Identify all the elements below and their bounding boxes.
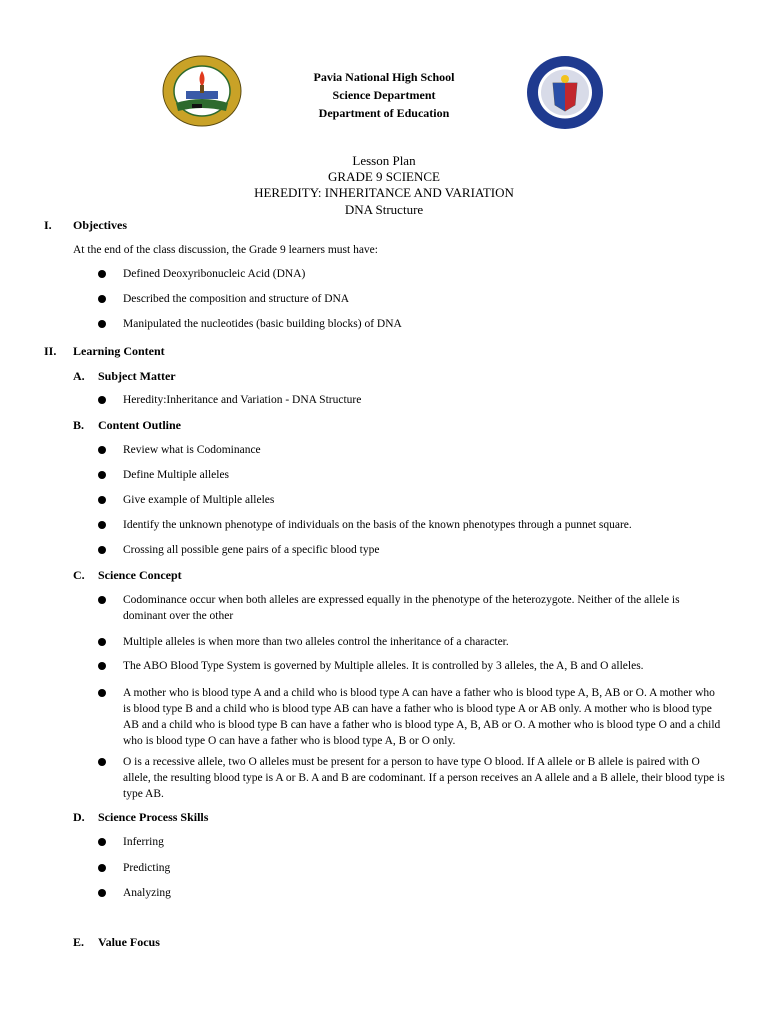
- bullet: [98, 320, 106, 328]
- bullet: [98, 758, 106, 766]
- school-name: Pavia National High School: [313, 70, 455, 84]
- bullet: [98, 546, 106, 554]
- bullet: [98, 446, 106, 454]
- content-outline-heading: Content Outline: [98, 418, 182, 432]
- objective-item: Defined Deoxyribonucleic Acid (DNA): [123, 268, 306, 280]
- concept-item: The ABO Blood Type System is governed by Multiple alleles. It is controlled by 3 alleles, the A, B and O alleles.: [123, 660, 644, 672]
- objectives-heading: Objectives: [73, 218, 127, 232]
- subsection-letter: A.: [73, 369, 85, 383]
- topic-title: DNA Structure: [344, 202, 424, 217]
- bullet: [98, 496, 106, 504]
- outline-item: Define Multiple alleles: [123, 469, 230, 481]
- concept-item: Multiple alleles is when more than two alleles control the inheritance of a character.: [123, 636, 509, 648]
- deped-seal-logo: [526, 55, 604, 130]
- concept-item: A mother who is blood type A and a child who is blood type A can have a father who is blood type A, B, AB or O. A mother who is blood type B and a child who is blood type AB can have a father who is blood type A or AB only. A mother who is blood type AB and a child who is blood type B can have a father who is blood type A, B, AB or O. A mother who is blood type O and a child who is blood type O can have a father who is blood type A, B or O only.: [123, 687, 721, 747]
- process-skills-heading: Science Process Skills: [98, 810, 209, 824]
- agency-name: Department of Education: [318, 106, 450, 120]
- bullet: [98, 689, 106, 697]
- outline-item: Review what is Codominance: [123, 444, 261, 456]
- department-name: Science Department: [332, 88, 436, 102]
- section-number-i: I.: [44, 218, 52, 232]
- bullet: [98, 270, 106, 278]
- subject-matter-heading: Subject Matter: [98, 369, 176, 383]
- outline-item: Give example of Multiple alleles: [123, 494, 275, 506]
- bullet: [98, 638, 106, 646]
- concept-item: Codominance occur when both alleles are expressed equally in the phenotype of the heterozygote. Neither of the allele is dominant over the other: [123, 594, 680, 622]
- bullet: [98, 295, 106, 303]
- section-number-ii: II.: [44, 344, 57, 358]
- subsection-letter: E.: [73, 935, 85, 949]
- bullet: [98, 521, 106, 529]
- bullet: [98, 396, 106, 404]
- lesson-plan-title: Lesson Plan: [352, 153, 416, 168]
- bullet: [98, 471, 106, 479]
- unit-title: HEREDITY: INHERITANCE AND VARIATION: [254, 185, 514, 200]
- objectives-intro: At the end of the class discussion, the Grade 9 learners must have:: [73, 244, 378, 256]
- value-focus-heading: Value Focus: [98, 935, 160, 949]
- grade-title: GRADE 9 SCIENCE: [328, 169, 440, 184]
- skill-item: Inferring: [123, 836, 164, 848]
- objective-item: Manipulated the nucleotides (basic building blocks) of DNA: [123, 318, 402, 330]
- bullet: [98, 662, 106, 670]
- science-concept-heading: Science Concept: [98, 568, 182, 582]
- subsection-letter: D.: [73, 810, 85, 824]
- school-seal-logo: [162, 55, 242, 127]
- outline-item: Crossing all possible gene pairs of a specific blood type: [123, 544, 380, 556]
- subject-matter-item: Heredity:Inheritance and Variation - DNA Structure: [123, 394, 362, 406]
- bullet: [98, 889, 106, 897]
- learning-content-heading: Learning Content: [73, 344, 165, 358]
- skill-item: Predicting: [123, 862, 171, 874]
- skill-item: Analyzing: [123, 887, 171, 899]
- bullet: [98, 864, 106, 872]
- subsection-letter: C.: [73, 568, 85, 582]
- subsection-letter: B.: [73, 418, 85, 432]
- objective-item: Described the composition and structure of DNA: [123, 293, 350, 305]
- outline-item: Identify the unknown phenotype of individuals on the basis of the known phenotypes through a punnet square.: [123, 519, 632, 531]
- bullet: [98, 596, 106, 604]
- concept-item: O is a recessive allele, two O alleles must be present for a person to have type O blood. If A allele or B allele is paired with O allele, the resulting blood type is A or B. A and B are codominant. If a person receives an A allele and a B allele, their blood type is type AB.: [123, 756, 725, 800]
- bullet: [98, 838, 106, 846]
